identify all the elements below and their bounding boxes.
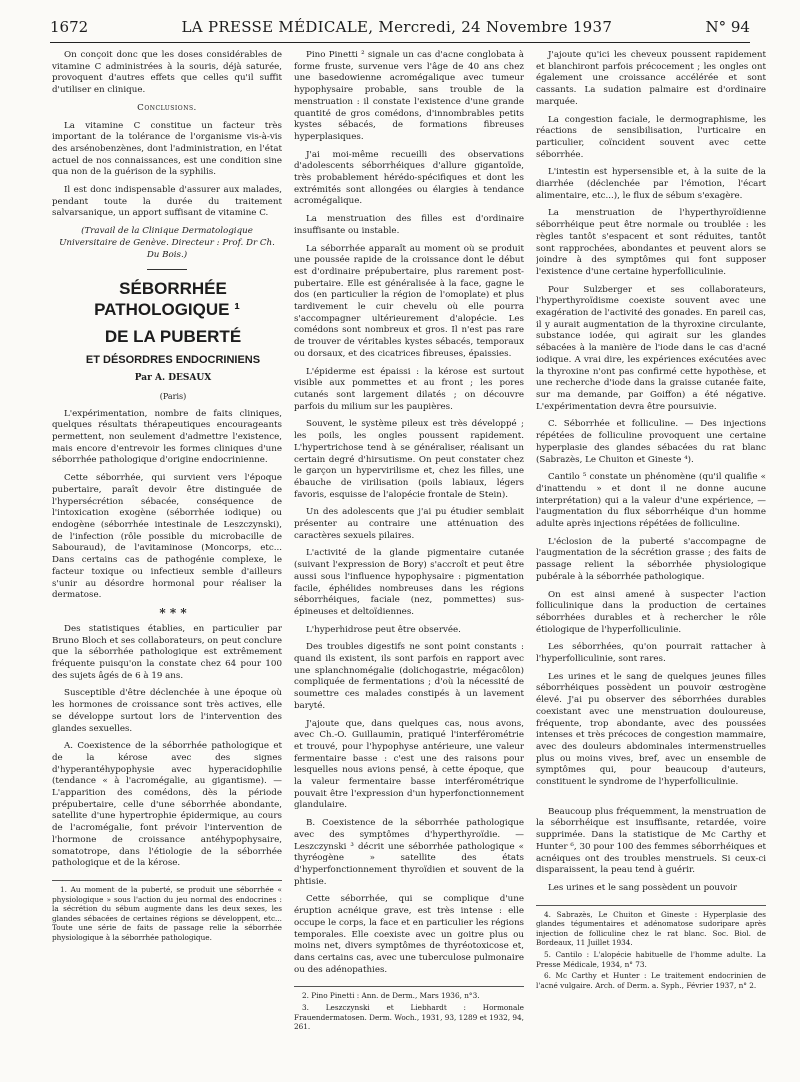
page-number: 1672: [50, 18, 89, 36]
column-middle: [294, 50, 524, 1080]
paragraph: L'épiderme est épaissi : la kérose est surtout visible aux pommettes et au front ; les pores cutanés sont largement dilatés ; on découvre parfois du milium sur les paupières.: [294, 366, 524, 412]
paragraph: L'activité de la glande pigmentaire cutanée (suivant l'expression de Bory) s'accroît et peut être aussi sous l'influence hypophysaire : pigmentation facile, éphélides nombreuses dans les régions séborrhéiques, faciale (nez, pommettes) sus-épineuses et deltoïdiennes.: [294, 548, 524, 617]
paragraph: Susceptible d'être déclenchée à une époque où les hormones de croissance sont très actives, elle se développe surtout lors de l'intervention des glandes sexuelles.: [52, 688, 282, 734]
footnote: 1. Au moment de la puberté, se produit une séborrhée « physiologique » sous l'action du jeu normal des endocrines : la sécrétion du sébum augmente dans les deux sexes, les glandes sébacées de certaines régions se développent, etc... Toute une série de faits de passage relie la séborrhée physiologique à la séborrhée pathologique.: [52, 884, 282, 942]
paragraph: La séborrhée apparaît au moment où se produit une poussée rapide de la croissance dont le début est d'ordinaire prépubertaire, plus rarement post-pubertaire. Elle est généralisée à la face, gagne le dos (en particulier la région de l'omoplate) et plus tardivement le cuir chevelu où elle pourra s'accompagner ultérieurement d'alopécie. Les comédons sont nombreux et gros. Il n'est pas rare de trouver de véritables kystes sébacés, temporaux ou dorsaux, et des cicatrices fibreuses, épaissies.: [294, 243, 524, 359]
paragraph: Cantilo ⁵ constate un phénomène (qu'il qualifie « d'inattendu » et dont il ne donne aucune interprétation) qui a la valeur d'une expérience, — l'augmentation du flux séborrhéique d'un homme adulte après injections répétées de folliculine.: [536, 472, 766, 530]
paragraph: La menstruation de l'hyperthyroïdienne séborrhéique peut être normale ou troublée : les règles tantôt s'espacent et sont réduites, tantôt sont rapprochées, abondantes et peuvent alors se joindre à des symptômes qui font supposer l'existence d'une certaine hyperfolliculinie.: [536, 208, 766, 277]
paragraph: Cette séborrhée, qui survient vers l'époque pubertaire, paraît devoir être distinguée de l'hypersécrétion sébacée, conséquence de l'intoxication exogène (séborrhée iodique) ou endogène (séborrhée intestinale de Leszczynski), de l'infection (rôle possible du microbacille de Sabouraud), de l'avitaminose (Moncorps, etc... Dans certains cas de pathogénie complexe, le facteur toxique ou infectieux semble d'ailleurs s'unir au désordre hormonal pour réaliser la dermatose.: [52, 473, 282, 601]
issue-number: N° 94: [705, 18, 750, 36]
paragraph: Souvent, le système pileux est très développé ; les poils, les ongles poussent rapidement. L'hypertrichose tend à se généraliser, réalisant un certain degré d'hirsutisme. On peut constater chez le garçon un hypervirilisme et, chez les filles, une ébauche de virilisation (poils labiaux, légers favoris, esquisse de l'alopécie frontale de Stein).: [294, 419, 524, 500]
footnotes: [52, 880, 282, 943]
article-title-line1: SÉBORRHÉE PATHOLOGIQUE ¹: [94, 279, 240, 320]
paragraph: La vitamine C constitue un facteur très important de la tolérance de l'organisme vis-à-vis des arsénobenzènes, dont l'administration, en l'état actuel de nos connaissances, est une condition sine qua non de la guérison de la syphilis.: [52, 120, 282, 178]
footnotes: [294, 986, 524, 1031]
page-header: [50, 18, 750, 43]
paragraph: On conçoit donc que les doses considérables de vitamine C administrées à la souris, déjà saturée, provoquent d'autres effets que celles qu'il suffit d'utiliser en clinique.: [52, 50, 282, 96]
paragraph: On est ainsi amené à suspecter l'action folliculinique dans la production de certaines séborrhées durables et à rechercher le rôle étiologique de l'hyperfolliculinie.: [536, 589, 766, 635]
paragraph: J'ai moi-même recueilli des observations d'adolescents séborrhéiques d'allure gigantoïde, très probablement hérédo-spécifiques et dont les extrémités sont allongées ou élargies à tendance acromégalique.: [294, 149, 524, 207]
author: Par A. DESAUX: [134, 373, 212, 384]
footnote: 5. Cantilo : L'alopécie habituelle de l'homme adulte. La Presse Médicale, 1934, n° 73.: [536, 950, 766, 969]
paragraph-section-a: A. Coexistence de la séborrhée pathologique et de la kérose avec des signes d'hyperantéhypophysie avec hyperacidophilie (tendance « à l'acromégalie, au gigantisme). — L'apparition des comédons, dès la période prépubertaire, celle d'une séborrhée abondante, satellite d'une hypertrophie épidermique, au cours de l'acromégalie, font prévoir l'intervention de l'hormone de croissance antéhypophysaire, somatotrope, dans l'étiologie de la séborrhée pathologique et de la kérose.: [52, 741, 282, 869]
footnote: 3. Leszczynski et Liebhardt : Hormonale Frauendermatosen. Derm. Woch., 1931, 93, 1289 et 1932, 94, 261.: [294, 1002, 524, 1032]
paragraph: Les séborrhées, qu'on pourrait rattacher à l'hyperfolliculinie, sont rares.: [536, 642, 766, 665]
paragraph: J'ajoute qu'ici les cheveux poussent rapidement et blanchiront parfois précocement ; les ongles ont également une croissance accélérée et sont cassants. La sudation palmaire est d'ordinaire marquée.: [536, 50, 766, 107]
article-credit: (Travail de la Clinique Dermatologique Universitaire de Genève. Directeur : Prof. Dr Ch. Du Bois.): [59, 226, 275, 260]
footnote: 6. Mc Carthy et Hunter : Le traitement endocrinien de l'acné vulgaire. Arch. of Derm. a. Syph., Février 1937, n° 2.: [536, 971, 766, 990]
divider: [147, 269, 187, 270]
author-city: (Paris): [159, 391, 187, 401]
column-left: [52, 50, 282, 1080]
article-title-line2: DE LA PUBERTÉ: [104, 327, 242, 347]
paragraph: L'hyperhidrose peut être observée.: [306, 624, 461, 635]
footnotes: [536, 905, 766, 991]
paragraph: Il est donc indispensable d'assurer aux malades, pendant toute la durée du traitement salvarsanique, un apport suffisant de vitamine C.: [52, 185, 282, 219]
paragraph: L'intestin est hypersensible et, à la suite de la diarrhée (déclenchée par l'émotion, l'écart alimentaire, etc...), le flux de sébum s'exagère.: [536, 167, 766, 201]
paragraph: Beaucoup plus fréquemment, la menstruation de la séborrhéique est insuffisante, retardée, voire supprimée. Dans la statistique de Mc Carthy et Hunter ⁶, 30 pour 100 des femmes séborrhéiques et acnéiques ont des troubles menstruels. Si ceux-ci disparaissent, la peau tend à guérir.: [536, 806, 766, 876]
column-right: [536, 50, 766, 1080]
paragraph: La congestion faciale, le dermographisme, les réactions de sensibilisation, l'urticaire en particulier, coïncident souvent avec cette séborrhée.: [536, 114, 766, 160]
footnote: 4. Sabrazès, Le Chuiton et Gineste : Hyperplasie des glandes tégumentaires et adénomatose sudoripare après injection de folliculine chez le rat blanc. Soc. Biol. de Bordeaux, 11 Juillet 1934.: [536, 909, 766, 948]
paragraph: L'éclosion de la puberté s'accompagne de l'augmentation de la sécrétion grasse ; des faits de passage relient la séborrhée physiologique pubérale à la séborrhée pathologique.: [536, 536, 766, 582]
spacer: [536, 795, 766, 807]
paragraph: Les urines et le sang possèdent un pouvoir: [548, 883, 738, 893]
journal-title: LA PRESSE MÉDICALE, Mercredi, 24 Novembre 1937: [181, 18, 613, 36]
paragraph: Les urines et le sang de quelques jeunes filles séborrhéiques possèdent un pouvoir œstrogène élevé. J'ai pu observer des séborrhées durables coexistant avec une menstruation douloureuse, fréquente, trop abondante, avec des poussées intenses et très précoces de congestion mammaire, avec des douleurs abdominales intermenstruelles plus ou moins vives, bref, avec un ensemble de symptômes qui, pour beaucoup d'auteurs, constituent le syndrome de l'hyperfolliculinie.: [536, 671, 766, 788]
conclusions-heading: Conclusions.: [137, 102, 197, 113]
paragraph-section-c: C. Séborrhée et folliculine. — Des injections répétées de folliculine provoquent une certaine hyperplasie des glandes sébacées du rat blanc (Sabrazès, Le Chuiton et Gineste ⁴).: [536, 419, 766, 465]
paragraph: La menstruation des filles est d'ordinaire insuffisante ou instable.: [294, 214, 524, 236]
paragraph: Cette séborrhée, qui se complique d'une éruption acnéique grave, est très intense : elle occupe le corps, la face et en particulier les régions temporales. Elle coexiste avec un goitre plus ou moins net, divers symptômes de thyréotoxicose et, dans certains cas, avec une tuberculose pulmonaire ou des adénopathies.: [294, 894, 524, 975]
paragraph: Pino Pinetti ² signale un cas d'acne conglobata à forme fruste, survenue vers l'âge de 40 ans chez une basedowienne acromégalique avec tumeur hypophysaire probable, sans trouble de la menstruation : il constate l'existence d'une grande quantité de gros comédons, d'innombrables petits kystes sébacés, de formations fibreuses hyperplasiques.: [294, 50, 524, 142]
paragraph: Un des adolescents que j'ai pu étudier semblait présenter au contraire une atténuation des caractères sexuels pilaires.: [294, 507, 524, 541]
paragraph: Pour Sulzberger et ses collaborateurs, l'hyperthyroïdisme coexiste souvent avec une exagération de l'activité des gonades. En pareil cas, il y aurait augmentation de la thyroxine circulante, substance iodée, qui agirait sur les glandes sébacées à la manière de l'iode dans le cas d'acné iodique. A vrai dire, les expériences exécutées avec la thyroxine n'ont pas confirmé cette hypothèse, et une recherche d'iode dans la graisse cutanée faite, sur ma demande, par Goiffon) a été négative. L'expérimentation devra être poursuivie.: [536, 284, 766, 412]
paragraph: L'expérimentation, nombre de faits cliniques, quelques résultats thérapeutiques encourageants permettent, non seulement d'admettre l'existence, mais encore d'entrevoir les formes cliniques d'une séborrhée pathologique d'origine endocrinienne.: [52, 408, 282, 466]
section-stars: * * *: [159, 605, 187, 620]
paragraph: Des statistiques établies, en particulier par Bruno Bloch et ses collaborateurs, on peut conclure que la séborrhée pathologique est extrêmement fréquente puisqu'on la constate chez 64 pour 100 des sujets âgés de 6 à 19 ans.: [52, 623, 282, 681]
article-subtitle: ET DÉSORDRES ENDOCRINIENS: [85, 354, 261, 367]
footnote: 2. Pino Pinetti : Ann. de Derm., Mars 1936, n°3.: [302, 991, 480, 1001]
paragraph: J'ajoute que, dans quelques cas, nous avons, avec Ch.-O. Guillaumin, pratiqué l'interférométrie et trouvé, pour l'hypophyse antérieure, une valeur fermentaire basse : c'est une des raisons pour lesquelles nous avions pensé, à cette époque, que la valeur fermentaire basse interférométrique pouvait être l'expression d'un hyperfonctionnement glandulaire.: [294, 718, 524, 811]
paragraph: Des troubles digestifs ne sont point constants : quand ils existent, ils sont parfois en rapport avec une splanchnomégalie (dolichogastrie, mégacôlon) compliquée de fermentations ; d'où la nécessité de soumettre ces malades constipés à un lavement baryté.: [294, 642, 524, 711]
paragraph-section-b: B. Coexistence de la séborrhée pathologique avec des symptômes d'hyperthyroïdie. — Leszczynski ³ décrit une séborrhée pathologique « thyréogène » satellite des états d'hyperfonctionnement thyroïdien et souvent de la phtisie.: [294, 818, 524, 887]
